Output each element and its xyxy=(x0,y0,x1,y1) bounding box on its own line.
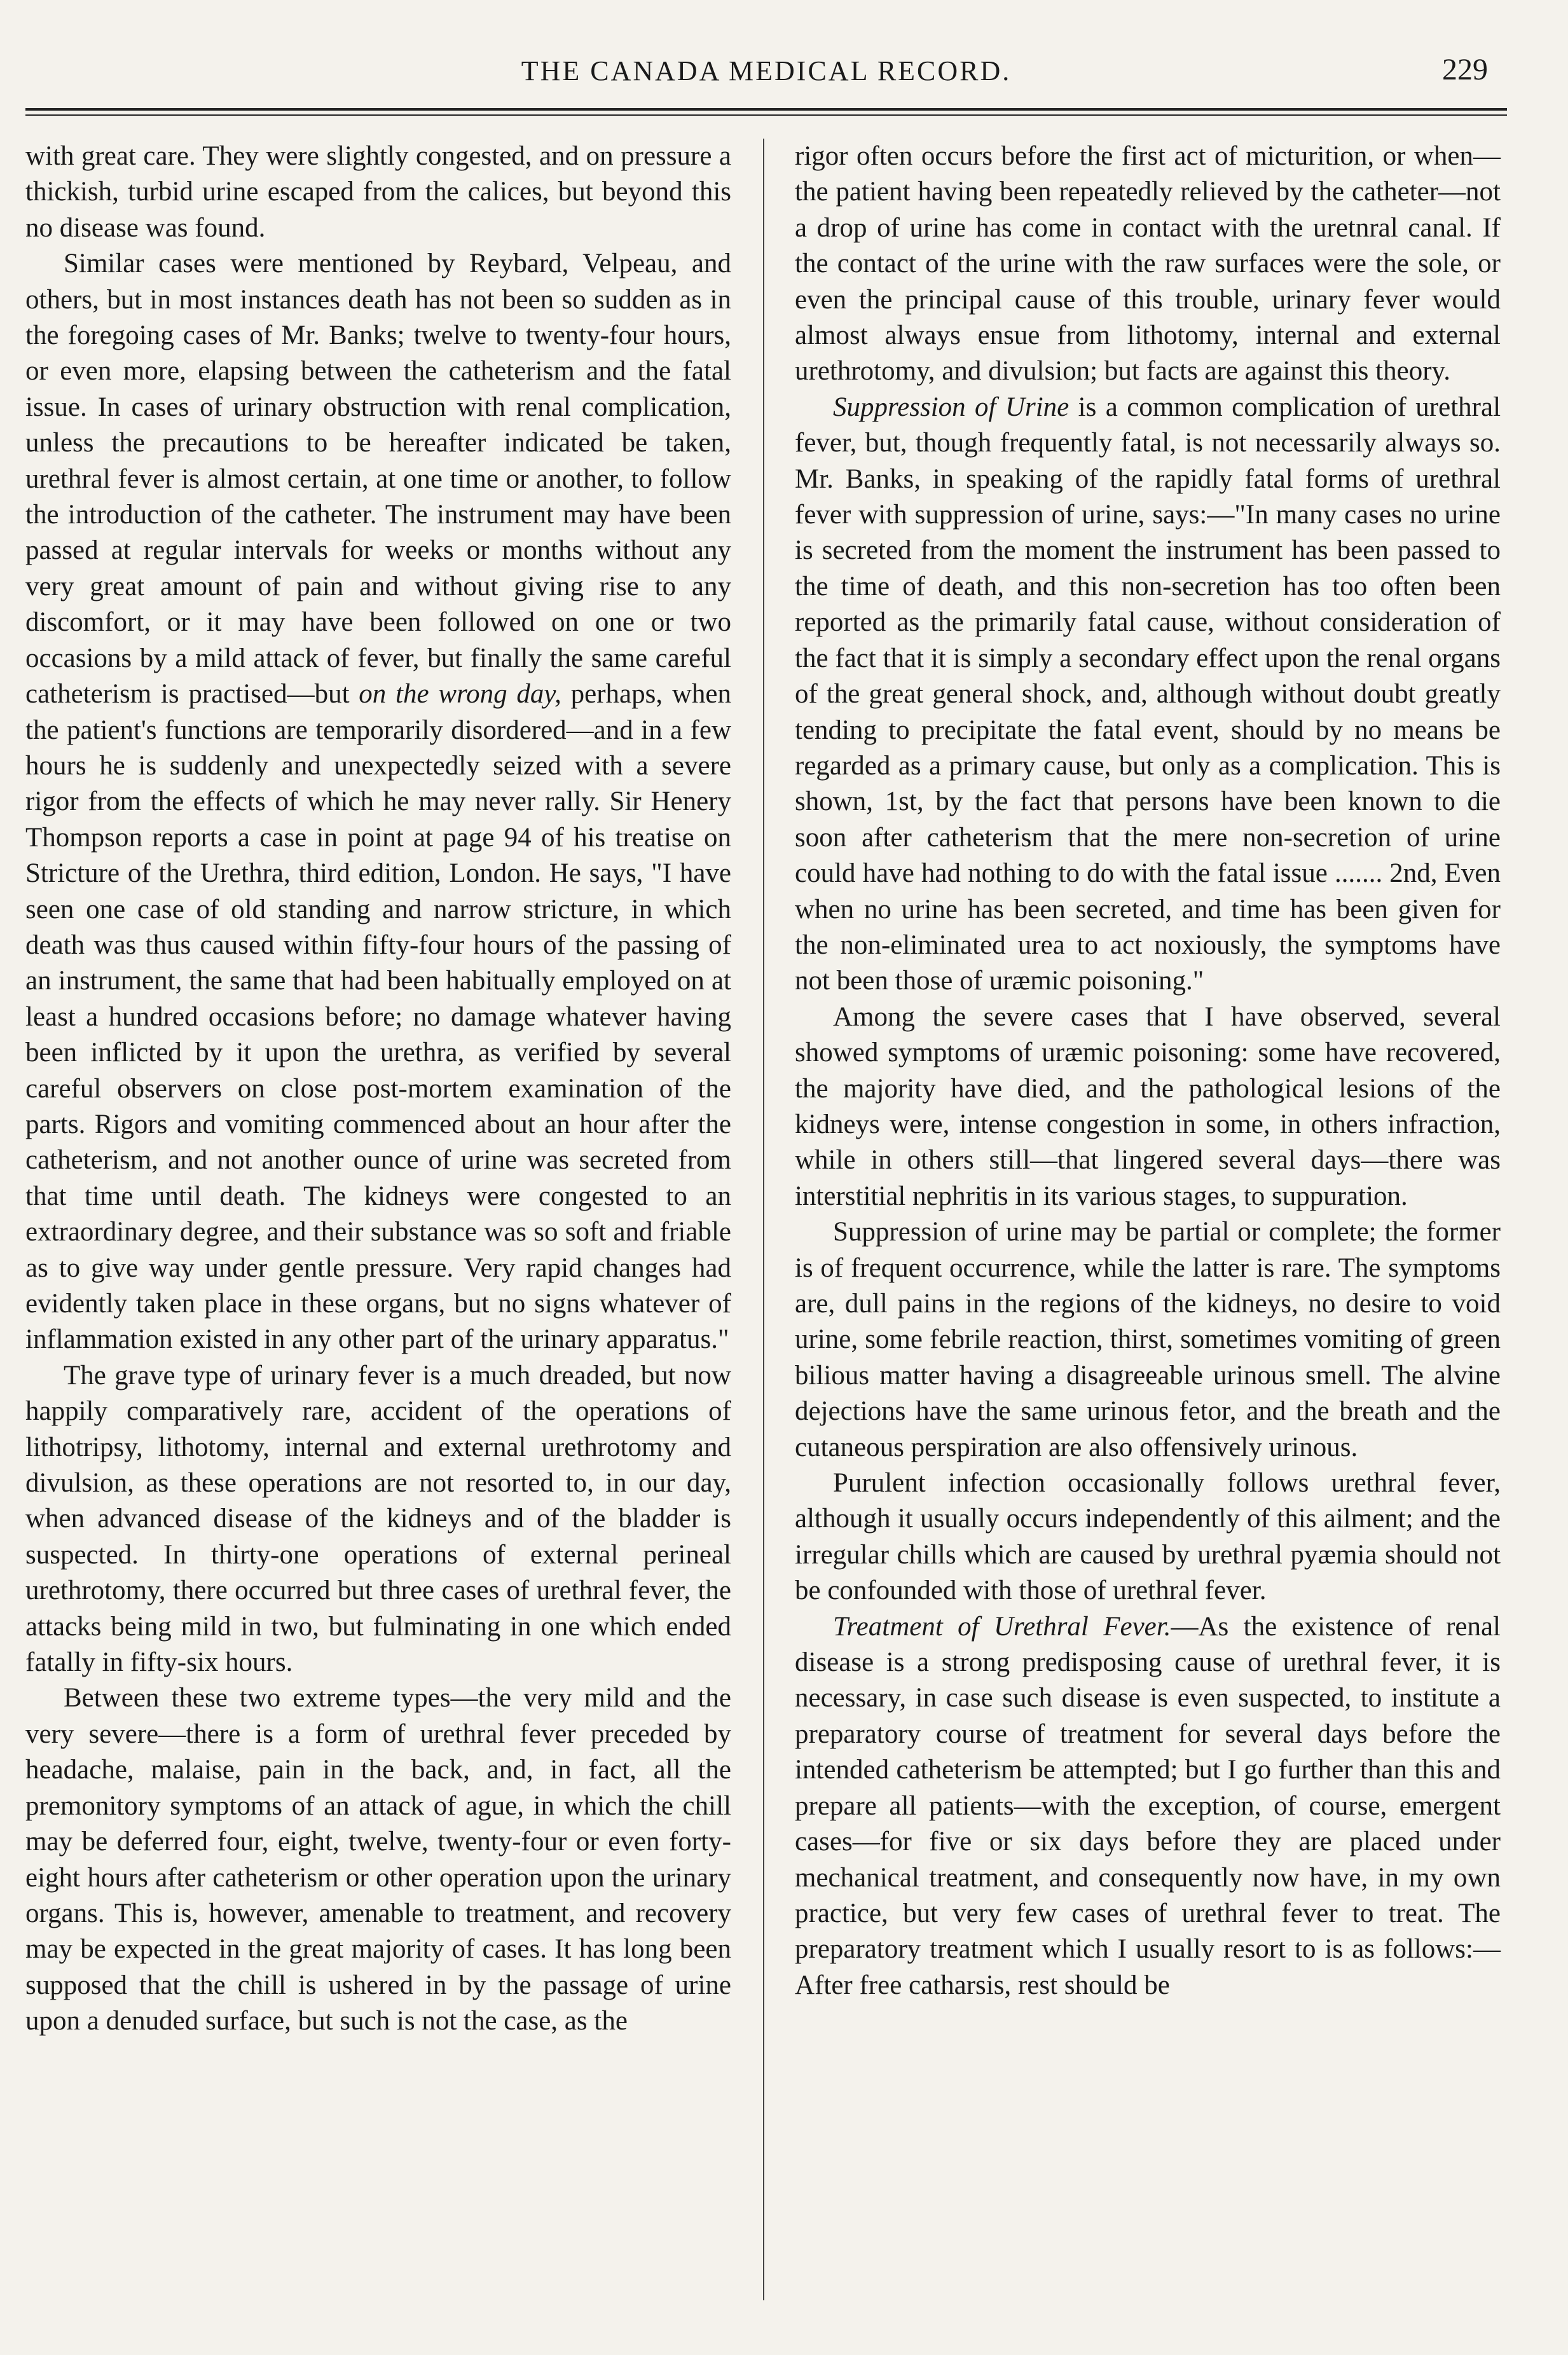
column-divider xyxy=(763,139,764,2300)
paragraph: with great care. They were slightly congested, and on pressure a thickish, turbid urine escaped from the calices, but beyond this no disease was found. xyxy=(25,141,731,243)
section-heading: Treatment of Urethral Fever. xyxy=(833,1611,1171,1642)
page-number: 229 xyxy=(1442,53,1488,86)
running-head xyxy=(25,50,1507,94)
paragraph xyxy=(795,390,1501,999)
paragraph xyxy=(25,246,731,1358)
paragraph xyxy=(795,1609,1501,2003)
right-column xyxy=(795,139,1501,2300)
paragraph: Purulent infection occasionally follows urethral fever, although it usually occurs independently of this ailment; and the irregular chills which are caused by urethral pyæmia should not be confounded with those of urethral fever. xyxy=(795,1468,1501,1606)
paragraph: Among the severe cases that I have observed, several showed symptoms of uræmic poisoning: some have recovered, the majority have died, and the pathological lesions of the kidneys were, intense congestion in some, in others infraction, while in others still—that lingered several days—there was interstitial nephritis in its various stages, to suppuration. xyxy=(795,1001,1501,1211)
header-rule-thick xyxy=(25,108,1507,111)
journal-title: THE CANADA MEDICAL RECORD. xyxy=(521,55,1012,86)
paragraph-text: Similar cases were mentioned by Reybard, Velpeau, and others, but in most instances death has not been so sudden as in the foregoing cases of Mr. Banks; twelve to twenty-four hours, or even more, elapsing between the catheterism and the fatal issue. In cases of urinary obstruction with renal complication, unless the precautions to be hereafter indicated be taken, urethral fever is almost certain, at one time or another, to follow the introduction of the catheter. The instrument may have been passed at regular intervals for weeks or months without any very great amount of pain and without giving rise to any discomfort, or it may have been followed on one or two occasions by a mild attack of fever, but finally the same careful catheterism is practised—but xyxy=(25,249,731,710)
section-heading: Suppression of Urine xyxy=(833,392,1069,422)
paragraph-text: is a common complication of urethral fever, but, though frequently fatal, is not necessarily always so. Mr. Banks, in speaking of the rapidly fatal forms of urethral fever with suppression of urine, says:—"In many cases no urine is secreted from the moment the instrument has been passed to the time of death, and this non-secretion has too often been reported as the primarily fatal cause, without consideration of the fact that it is simply a secondary effect upon the renal organs of the great general shock, and, although without doubt greatly tending to precipitate the fatal event, should by no means be regarded as a primary cause, but only as a complication. This is shown, 1st, by the fact that persons have been known to die soon after catheterism that the mere non-secretion of urine could have had nothing to do with the fatal issue ....... 2nd, Even when no urine has been secreted, and time has been given for the non-eliminated urea to act noxiously, the symptoms have not been those of uræmic poisoning." xyxy=(795,392,1501,996)
paragraph: The grave type of urinary fever is a much dreaded, but now happily comparatively rare, accident of the operations of lithotripsy, lithotomy, internal and external urethrotomy and divulsion, as these operations are not resorted to, in our day, when advanced disease of the kidneys and of the bladder is suspected. In thirty-one operations of external perineal urethrotomy, there occurred but three cases of urethral fever, the attacks being mild in two, but fulminating in one which ended fatally in fifty-six hours. xyxy=(25,1360,731,1678)
left-column xyxy=(25,139,731,2300)
italic-phrase: on the wrong day, xyxy=(359,679,561,710)
paragraph: rigor often occurs before the first act of micturition, or when—the patient having been repeatedly relieved by the catheter—not a drop of urine has come in contact with the uretnral canal. If the contact of the urine with the raw surfaces were the sole, or even the principal cause of this trouble, urinary fever would almost always ensue from lithotomy, internal and external urethrotomy, and divulsion; but facts are against this theory. xyxy=(795,141,1501,387)
header-rule-thin xyxy=(25,114,1507,116)
paragraph-text: —As the existence of renal disease is a strong predisposing cause of urethral fever, it is necessary, in case such disease is even suspected, to institute a preparatory course of treatment for several days before the intended catheterism be attempted; but I go further than this and prepare all patients—with the exception, of course, emergent cases—for five or six days before they are placed under mechanical treatment, and consequently now have, in my own practice, but very few cases of urethral fever to treat. The preparatory treatment which I usually resort to is as follows:—After free catharsis, rest should be xyxy=(795,1611,1501,2000)
journal-page xyxy=(25,25,1507,2327)
paragraph-text: perhaps, when the patient's functions are temporarily disordered—and in a few hours he is suddenly and unexpectedly seized with a severe rigor from the effects of which he may never rally. Sir Henery Thompson reports a case in point at page 94 of his treatise on Stricture of the Urethra, third edition, London. He says, "I have seen one case of old standing and narrow stricture, in which death was thus caused within fifty-four hours of the passing of an instrument, the same that had been habitually employed on at least a hundred occasions before; no damage whatever having been inflicted by it upon the urethra, as verified by several careful observers on close post-mortem examination of the parts. Rigors and vomiting commenced about an hour after the catheterism, and not another ounce of urine was secreted from that time until death. The kidneys were congested to an extraordinary degree, and their substance was so soft and friable as to give way under gentle pressure. Very rapid changes had evidently taken place in these organs, but no signs whatever of inflammation existed in any other part of the urinary apparatus." xyxy=(25,679,732,1355)
paragraph: Between these two extreme types—the very mild and the very severe—there is a form of urethral fever preceded by headache, malaise, pain in the back, and, in fact, all the premonitory symptoms of an attack of ague, in which the chill may be deferred four, eight, twelve, twenty-four or even forty-eight hours after catheterism or other operation upon the urinary organs. This is, however, amenable to treatment, and recovery may be expected in the great majority of cases. It has long been supposed that the chill is ushered in by the passage of urine upon a denuded surface, but such is not the case, as the xyxy=(25,1683,731,2036)
paragraph: Suppression of urine may be partial or complete; the former is of frequent occurrence, while the latter is rare. The symptoms are, dull pains in the regions of the kidneys, no desire to void urine, some febrile reaction, thirst, sometimes vomiting of green bilious matter having a disagreeable urinous smell. The alvine dejections have the same urinous fetor, and the breath and the cutaneous perspiration are also offensively urinous. xyxy=(795,1217,1501,1462)
